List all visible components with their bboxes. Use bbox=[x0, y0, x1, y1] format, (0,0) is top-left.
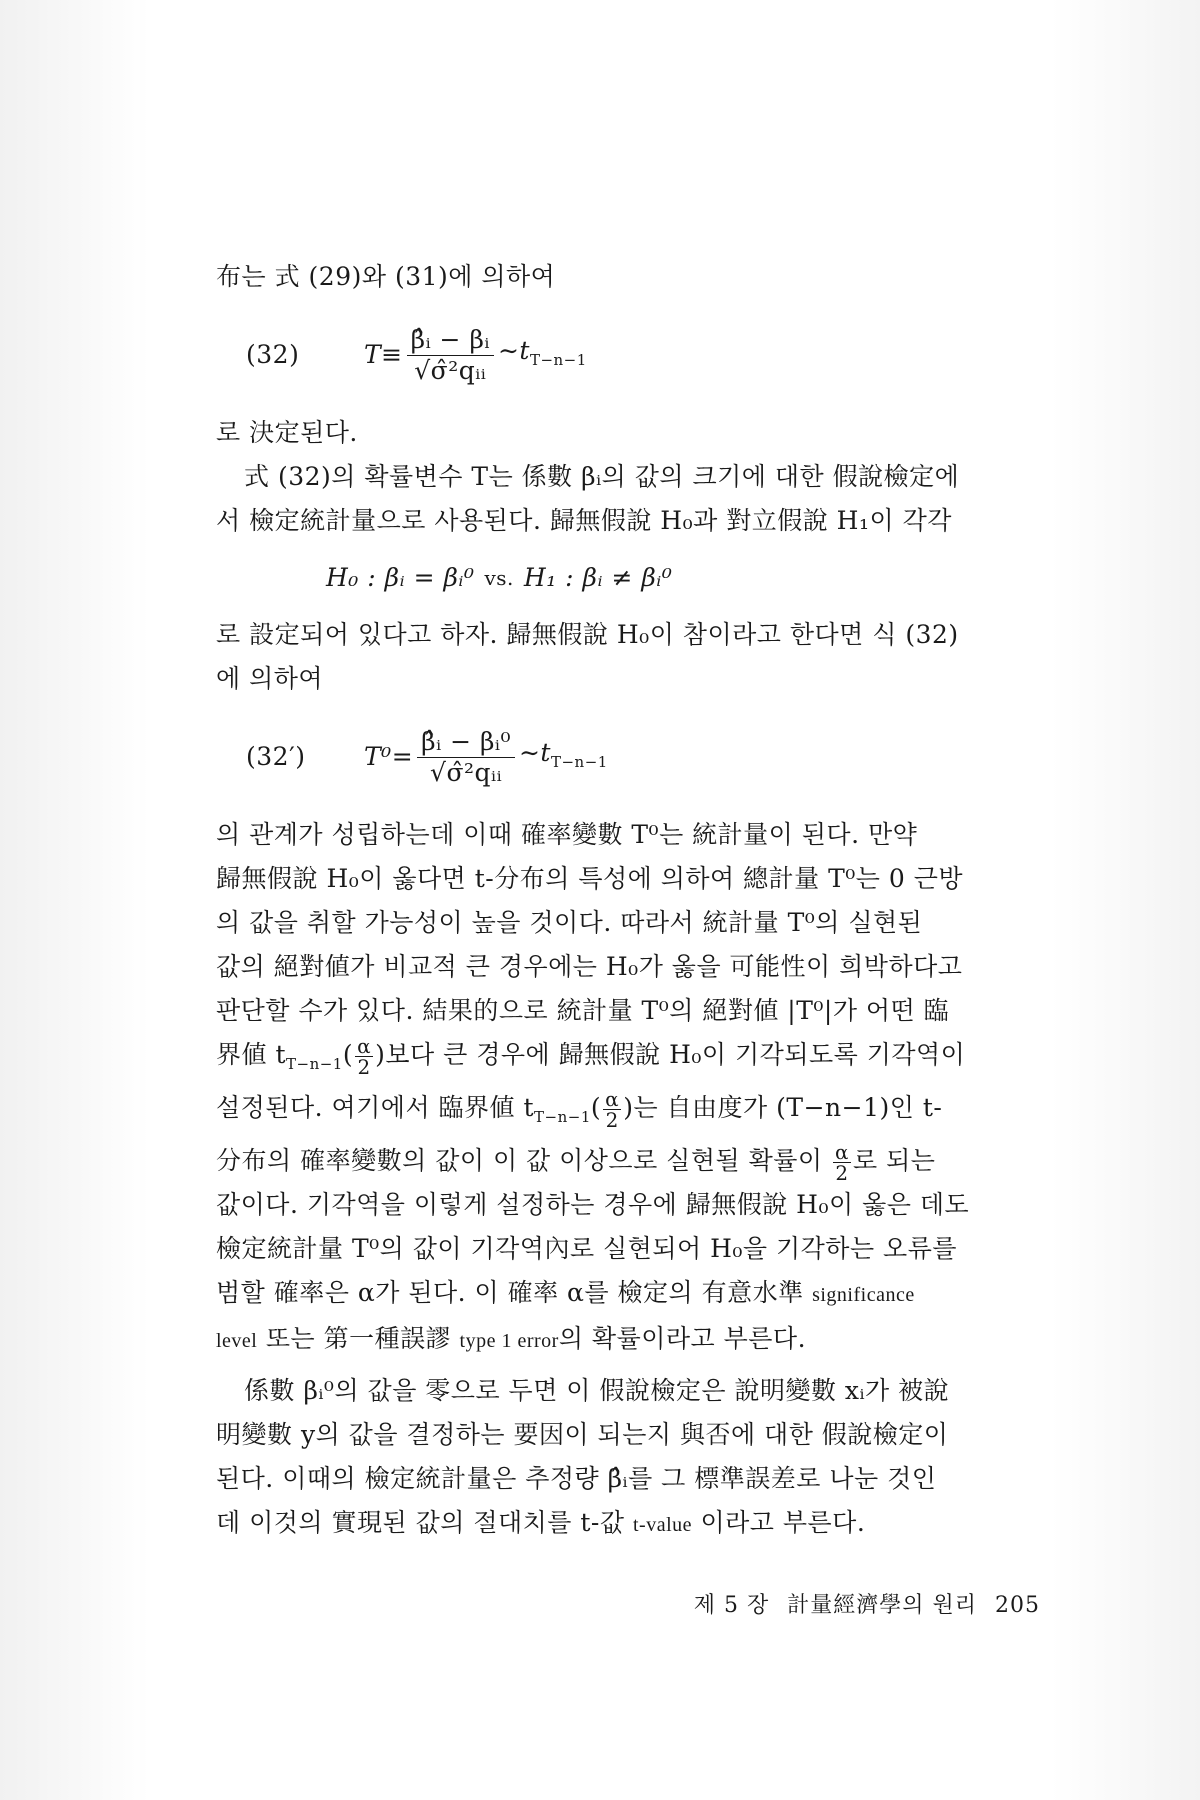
page-footer bbox=[640, 1588, 1040, 1619]
equation-32-prime bbox=[216, 701, 1036, 813]
text-line: 로 決定된다. bbox=[216, 418, 358, 447]
text-line: 에 의하여 bbox=[216, 664, 324, 693]
text-line: 明變數 y의 값을 결정하는 要因이 되는지 與否에 대한 假說檢定이 bbox=[216, 1420, 949, 1449]
equation-number: (32′) bbox=[246, 742, 306, 771]
alt-hypothesis: H₁ : βᵢ ≠ βᵢ⁰ bbox=[523, 563, 673, 592]
eq-numerator: β̂ᵢ − βᵢ bbox=[407, 325, 494, 356]
page-number: 205 bbox=[995, 1593, 1040, 1618]
eq-rhs: $\sim t_{T-n-1}$ bbox=[518, 737, 608, 771]
text-line: 범할 確率은 α가 된다. 이 確率 α를 檢定의 有意水準 significance bbox=[216, 1278, 915, 1307]
text-line: 係數 βᵢ⁰의 값을 零으로 두면 이 假說檢定은 說明變數 xᵢ가 被說 bbox=[244, 1376, 950, 1405]
vs-label: vs. bbox=[484, 566, 514, 590]
text-line: 歸無假說 H₀이 옳다면 t-分布의 특성에 의하여 總計量 T⁰는 0 근방 bbox=[216, 864, 964, 893]
text-line: 檢定統計量 T⁰의 값이 기각역內로 실현되어 H₀을 기각하는 오류를 bbox=[216, 1234, 958, 1263]
eq-lhs: T≡ bbox=[364, 340, 403, 369]
eq-lhs: T⁰= bbox=[364, 742, 414, 771]
text-line: 값이다. 기각역을 이렇게 설정하는 경우에 歸無假說 H₀이 옳은 데도 bbox=[216, 1190, 970, 1219]
body-text bbox=[216, 255, 1036, 1547]
text-line: 된다. 이때의 檢定統計量은 추정량 β̂ᵢ를 그 標準誤差로 나눈 것인 bbox=[216, 1464, 937, 1493]
footer-chapter: 제 5 장 bbox=[693, 1593, 770, 1618]
eq-fraction bbox=[417, 727, 515, 788]
text-line: 서 檢定統計量으로 사용된다. 歸無假說 H₀과 對立假說 H₁이 각각 bbox=[216, 506, 952, 535]
eq-rhs: $\sim t_{T-n-1}$ bbox=[497, 335, 587, 369]
equation-32 bbox=[216, 299, 1036, 411]
footer-title: 計量經濟學의 원리 bbox=[787, 1593, 977, 1618]
equation-number: (32) bbox=[246, 340, 300, 369]
text-line: level 또는 第一種誤謬 type 1 error의 확률이라고 부른다. bbox=[216, 1324, 807, 1353]
text-line: 설정된다. 여기에서 臨界値 $t_{T-n-1}$( $\frac{\alpha}{2}$ )는 自由度가 (T−n−1)인 t- bbox=[216, 1087, 943, 1132]
eq-fraction bbox=[407, 325, 494, 386]
text-line: 값의 絕對値가 비교적 큰 경우에는 H₀가 옳을 可能性이 희박하다고 bbox=[216, 952, 963, 981]
text-line: 의 관계가 성립하는데 이때 確率變數 T⁰는 統計量이 된다. 만약 bbox=[216, 820, 918, 849]
text-line: 布는 式 (29)와 (31)에 의하여 bbox=[216, 262, 556, 291]
eq-denominator: √σ̂²qᵢᵢ bbox=[414, 355, 487, 385]
eq-denominator: √σ̂²qᵢᵢ bbox=[430, 757, 503, 787]
text-line: 데 이것의 實現된 값의 절대치를 t-값 t-value 이라고 부른다. bbox=[216, 1508, 866, 1537]
text-line: 分布의 確率變數의 값이 이 값 이상으로 실현될 확률이 $\frac{\alpha}{2}$ 로 되는 bbox=[216, 1140, 936, 1185]
text-line: 판단할 수가 있다. 結果的으로 統計量 T⁰의 絕對値 |T⁰|가 어떤 臨 bbox=[216, 996, 950, 1025]
text-line: 의 값을 취할 가능성이 높을 것이다. 따라서 統計量 T⁰의 실현된 bbox=[216, 908, 923, 937]
null-hypothesis: H₀ : βᵢ = βᵢ⁰ bbox=[326, 563, 475, 592]
text-line: 로 設定되어 있다고 하자. 歸無假說 H₀이 참이라고 한다면 식 (32) bbox=[216, 620, 959, 649]
text-line: 式 (32)의 확률변수 T는 係數 βᵢ의 값의 크기에 대한 假說檢定에 bbox=[244, 462, 960, 491]
hypothesis-equation bbox=[216, 543, 1036, 613]
text-line: 界値 $t_{T-n-1}$( $\frac{\alpha}{2}$ )보다 큰 경우에 歸無假說 H₀이 기각되도록 기각역이 bbox=[216, 1034, 966, 1079]
eq-numerator: β̂ᵢ − βᵢ⁰ bbox=[417, 727, 515, 758]
